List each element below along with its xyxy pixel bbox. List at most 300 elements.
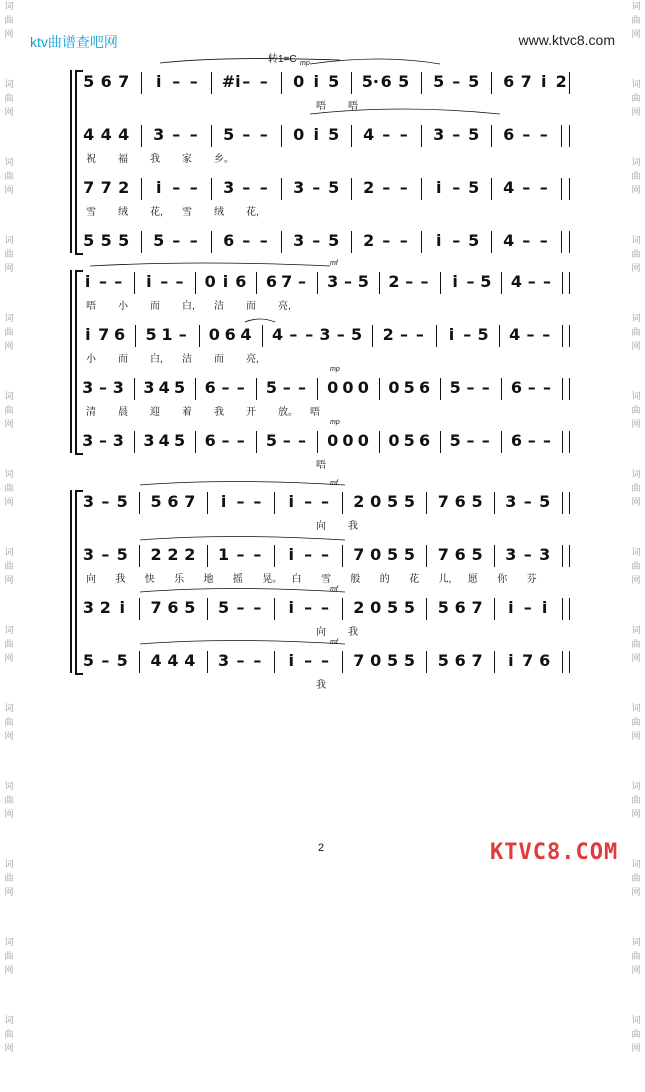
note: – [343, 272, 352, 291]
lyric-syllable: 福 [118, 154, 128, 165]
staff-line [80, 123, 575, 147]
watermark-char: 网 [4, 342, 14, 352]
watermark-gap [0, 1056, 18, 1092]
barline [372, 325, 373, 347]
note: – [114, 272, 123, 291]
note: 7 [83, 178, 95, 197]
note: 5 [265, 378, 277, 397]
watermark-char: 网 [631, 810, 641, 820]
note: i [541, 598, 548, 617]
watermark-char: 词 [631, 704, 641, 714]
barline [342, 492, 343, 514]
note: – [289, 325, 298, 344]
barline [569, 231, 570, 253]
note: 3 [319, 325, 331, 344]
note: 7 [471, 651, 483, 670]
staff-line [80, 70, 575, 94]
note: 0 [388, 378, 400, 397]
barline [436, 325, 437, 347]
note: i [436, 231, 442, 250]
system-bracket [75, 70, 83, 255]
note: 7 [281, 272, 293, 291]
watermark-char: 网 [4, 1044, 14, 1054]
note: – [172, 125, 181, 144]
lyric-syllable: 地 [203, 574, 214, 585]
dynamic-mark: mp [300, 60, 310, 67]
barline [562, 378, 563, 400]
note: i [85, 325, 91, 344]
lyric-syllable: 白 [291, 574, 302, 585]
note: 4 [158, 378, 170, 397]
barline [207, 598, 208, 620]
barline [139, 492, 140, 514]
note: – [405, 272, 414, 291]
note: 2 [555, 72, 567, 91]
watermark-char: 网 [631, 342, 641, 352]
watermark-char: 曲 [4, 562, 14, 572]
staff-line [80, 270, 575, 294]
note: – [242, 178, 251, 197]
barline [494, 598, 495, 620]
barline [494, 545, 495, 567]
lyric-syllable: 家 [182, 154, 192, 165]
watermark-char: 网 [4, 966, 14, 976]
note: – [178, 325, 187, 344]
lyric-syllable: 绒 [118, 207, 128, 218]
note: 6 [204, 378, 216, 397]
note: 4 [150, 651, 162, 670]
note: 0 [342, 378, 354, 397]
barline [351, 231, 352, 253]
barline [317, 431, 318, 453]
site-url[interactable]: www.ktvc8.com [518, 32, 615, 48]
lyric-syllable: 你 [497, 574, 508, 585]
lyric-syllable: 乐 [174, 574, 185, 585]
note: 5 [468, 72, 480, 91]
watermark-char: 曲 [4, 172, 14, 182]
barline [440, 431, 441, 453]
watermark-char: 网 [4, 498, 14, 508]
note: – [304, 651, 313, 670]
lyric-syllable: 小 [118, 301, 128, 312]
barline [562, 545, 563, 567]
watermark-char: 曲 [4, 16, 14, 26]
note: 4 [503, 231, 515, 250]
note: 5 [116, 492, 128, 511]
note: 5 [100, 231, 112, 250]
note: 5 [468, 231, 480, 250]
lyric-syllable: 芬 [526, 574, 537, 585]
note: 6 [418, 431, 431, 450]
barline [141, 178, 142, 200]
barline [199, 325, 200, 347]
barline [141, 72, 142, 94]
barline [440, 272, 441, 294]
note: – [236, 545, 245, 564]
note: – [543, 272, 552, 291]
note: i [541, 72, 547, 91]
lyric-syllable: 唔 [86, 301, 96, 312]
barline [494, 651, 495, 673]
note: 5 [118, 231, 130, 250]
barline [421, 125, 422, 147]
lyric-syllable: 开 [246, 407, 256, 418]
note: – [542, 325, 551, 344]
barline [317, 378, 318, 400]
note: – [172, 231, 181, 250]
barline [569, 325, 570, 347]
note: – [242, 72, 251, 91]
note: 5 [83, 231, 95, 250]
note: 6 [510, 378, 522, 397]
barline [562, 651, 563, 673]
watermark-char: 网 [631, 420, 641, 430]
note: 0 [327, 431, 339, 450]
barline [501, 431, 502, 453]
note: – [312, 231, 321, 250]
watermark-gap [627, 510, 645, 546]
barline [274, 598, 275, 620]
note: 7 [522, 651, 534, 670]
watermark-gap [627, 432, 645, 468]
system-brace [70, 270, 72, 453]
barline [139, 545, 140, 567]
note: – [298, 378, 307, 397]
note: – [321, 545, 329, 564]
note: #i [221, 72, 241, 91]
lyric-syllable: 般 [350, 574, 361, 585]
note: – [463, 325, 472, 344]
lyric-syllable: 我 [348, 521, 358, 532]
note: – [522, 178, 531, 197]
watermark-char: 曲 [4, 328, 14, 338]
watermark-char: 曲 [4, 874, 14, 884]
watermark-char: 网 [631, 108, 641, 118]
watermark-gap [0, 432, 18, 468]
note: – [101, 492, 110, 511]
barline [421, 231, 422, 253]
watermark-char: 词 [631, 80, 641, 90]
note: 5 [471, 492, 483, 511]
watermark-char: 词 [4, 938, 14, 948]
barline [569, 431, 570, 453]
watermark-char: 曲 [631, 172, 641, 182]
lyric-syllable: 祝 [86, 154, 96, 165]
note: 7 [437, 492, 449, 511]
barline [379, 272, 380, 294]
note: 5 [471, 545, 483, 564]
note: 0 [293, 125, 305, 144]
note: 2 [353, 598, 365, 617]
lyrics-line [86, 297, 576, 311]
note: – [253, 651, 262, 670]
watermark-char: 词 [4, 626, 14, 636]
barline [561, 125, 562, 147]
note: – [304, 492, 313, 511]
watermark-char: 词 [4, 548, 14, 558]
note: – [466, 272, 475, 291]
left-watermark-column [0, 0, 18, 1054]
watermark-gap [627, 276, 645, 312]
watermark-gap [0, 822, 18, 858]
lyrics-line [86, 203, 576, 217]
note: 5 [223, 125, 235, 144]
barline [139, 651, 140, 673]
note: 7 [184, 492, 196, 511]
watermark-char: 曲 [4, 94, 14, 104]
watermark-char: 网 [631, 654, 641, 664]
watermark-char: 网 [4, 264, 14, 274]
note: – [98, 431, 107, 450]
watermark-char: 曲 [631, 718, 641, 728]
note: 5 [173, 378, 186, 397]
note: 5 [403, 598, 416, 617]
note: 5 [403, 492, 416, 511]
watermark-char: 词 [631, 1016, 641, 1026]
barline [501, 272, 502, 294]
note: – [543, 431, 552, 450]
note: 1 [161, 325, 173, 344]
note: – [305, 325, 314, 344]
staff-line [80, 543, 575, 567]
note: 4 [240, 325, 252, 344]
note: 4 [167, 651, 179, 670]
watermark-char: 词 [631, 392, 641, 402]
note: 3 [218, 651, 230, 670]
barline [379, 431, 380, 453]
note: – [527, 378, 536, 397]
note: 5 [173, 431, 186, 450]
lyric-syllable: 雪 [182, 207, 192, 218]
note: 5 [433, 72, 445, 91]
lyric-syllable: 晨 [118, 407, 128, 418]
barline [569, 378, 570, 400]
note: 2 [353, 492, 365, 511]
note: 5 [480, 272, 492, 291]
barline [491, 72, 492, 94]
barline [141, 231, 142, 253]
note: i [288, 545, 294, 564]
note: 3 [293, 178, 305, 197]
lyric-syllable: 我 [214, 407, 224, 418]
page-number: 2 [318, 842, 325, 854]
watermark-gap [627, 1056, 645, 1092]
lyric-syllable: 雪 [86, 207, 96, 218]
site-name[interactable]: ktv曲谱查吧网 [30, 34, 118, 50]
note: i [222, 272, 229, 291]
note: 0 [208, 325, 220, 344]
lyrics-line [86, 150, 576, 164]
note: – [172, 178, 181, 197]
watermark-char: 曲 [631, 328, 641, 338]
watermark-gap [0, 510, 18, 546]
note: i [288, 651, 294, 670]
note: 5 [218, 598, 230, 617]
system-brace [70, 70, 72, 253]
note: 3 [82, 545, 94, 564]
watermark-char: 网 [631, 30, 641, 40]
note: 6 [503, 125, 515, 144]
note: – [221, 378, 230, 397]
note: – [452, 72, 461, 91]
lyric-syllable: 愿 [467, 574, 478, 585]
lyric-syllable: 摇 [232, 574, 243, 585]
barline [342, 545, 343, 567]
lyric-syllable: 的 [379, 574, 390, 585]
watermark-char: 词 [4, 314, 14, 324]
note: 6 [503, 72, 515, 91]
lyric-syllable: 向 [316, 521, 326, 532]
barline [211, 72, 212, 94]
lyric-syllable: 小 [86, 354, 96, 365]
watermark-char: 网 [631, 966, 641, 976]
watermark-char: 词 [631, 938, 641, 948]
note: 5 [539, 492, 551, 511]
barline [281, 125, 282, 147]
note: – [527, 431, 536, 450]
watermark-char: 曲 [4, 718, 14, 728]
watermark-char: 曲 [4, 1030, 14, 1040]
watermark-char: 词 [4, 80, 14, 90]
lyric-syllable: 而 [150, 301, 160, 312]
note: 5 [83, 72, 95, 91]
staff-line [80, 323, 575, 347]
note: 3 [153, 125, 165, 144]
watermark-char: 曲 [631, 94, 641, 104]
barline [134, 431, 135, 453]
lyric-syllable: 洁 [182, 354, 192, 365]
note: 2 [382, 325, 394, 344]
note: – [189, 231, 198, 250]
watermark-char: 曲 [631, 952, 641, 962]
note: 6 [454, 545, 466, 564]
note: – [282, 431, 291, 450]
note: – [253, 598, 262, 617]
note: – [539, 125, 548, 144]
barline [351, 178, 352, 200]
barline [134, 378, 135, 400]
note: 5 [184, 598, 196, 617]
note: 4 [118, 125, 130, 144]
note: – [336, 325, 345, 344]
barline [207, 492, 208, 514]
note: 5 [265, 431, 277, 450]
note: i [508, 598, 514, 617]
watermark-gap [627, 666, 645, 702]
note: 6 [167, 492, 179, 511]
note: – [523, 545, 532, 564]
barline [195, 431, 196, 453]
lyric-syllable: 向 [86, 574, 96, 585]
lyric-syllable: 雪 [321, 574, 331, 585]
note: 5 [150, 492, 162, 511]
note: i [313, 125, 319, 144]
note: 3 [539, 545, 551, 564]
lyric-syllable: 唔 [316, 101, 326, 112]
watermark-gap [0, 978, 18, 1014]
note: – [399, 125, 408, 144]
note: 2 [184, 545, 196, 564]
barline [274, 651, 275, 673]
barline [195, 378, 196, 400]
watermark-char: 网 [4, 810, 14, 820]
note: 0 [293, 72, 305, 91]
note: 5 [387, 598, 399, 617]
barline [281, 178, 282, 200]
watermark-char: 网 [4, 888, 14, 898]
note: 5 [403, 431, 415, 450]
barline [569, 125, 570, 147]
barline [281, 72, 282, 94]
note: – [312, 178, 321, 197]
note: 6 [100, 72, 112, 91]
note: – [221, 431, 230, 450]
note: – [526, 325, 535, 344]
lyric-syllable: 我 [316, 680, 326, 691]
barline [562, 598, 563, 620]
watermark-char: 网 [4, 576, 14, 586]
barline [141, 125, 142, 147]
watermark-gap [627, 822, 645, 858]
note: 4 [363, 125, 375, 144]
barline [561, 231, 562, 253]
lyrics-line [86, 570, 576, 584]
note: 3 [223, 178, 235, 197]
note: 0 [370, 545, 382, 564]
note: i [452, 272, 458, 291]
lyric-syllable: 绒 [214, 207, 224, 218]
note: 6 [265, 272, 277, 291]
note: i [436, 178, 442, 197]
note: – [382, 231, 391, 250]
note: – [160, 272, 169, 291]
barline [256, 378, 257, 400]
note: i [313, 72, 319, 91]
note: 2 [388, 272, 400, 291]
note: 5 [403, 545, 416, 564]
system-bracket [75, 490, 83, 675]
staff-line [80, 596, 575, 620]
watermark-gap [627, 744, 645, 780]
note: 4 [509, 325, 521, 344]
watermark-char: 词 [4, 704, 14, 714]
lyrics-line [86, 517, 576, 531]
watermark-char: 网 [631, 498, 641, 508]
note: – [253, 545, 262, 564]
note: 4 [184, 651, 196, 670]
barline [134, 272, 135, 294]
watermark-gap [0, 744, 18, 780]
barline [569, 598, 570, 620]
note: – [523, 598, 532, 617]
barline [207, 651, 208, 673]
barline [135, 325, 136, 347]
note: 6 [113, 325, 126, 344]
lyric-syllable: 亮, [278, 301, 291, 312]
note: 5 [153, 231, 165, 250]
note: 5 [477, 325, 489, 344]
barline [351, 125, 352, 147]
note: 7 [353, 651, 365, 670]
barline [281, 231, 282, 253]
note: 3 [82, 378, 94, 397]
lyric-syllable: 白, [150, 354, 163, 365]
note: – [452, 178, 461, 197]
note: 0 [370, 651, 382, 670]
note: – [543, 378, 552, 397]
barline [426, 545, 427, 567]
lyrics-line [86, 456, 576, 470]
